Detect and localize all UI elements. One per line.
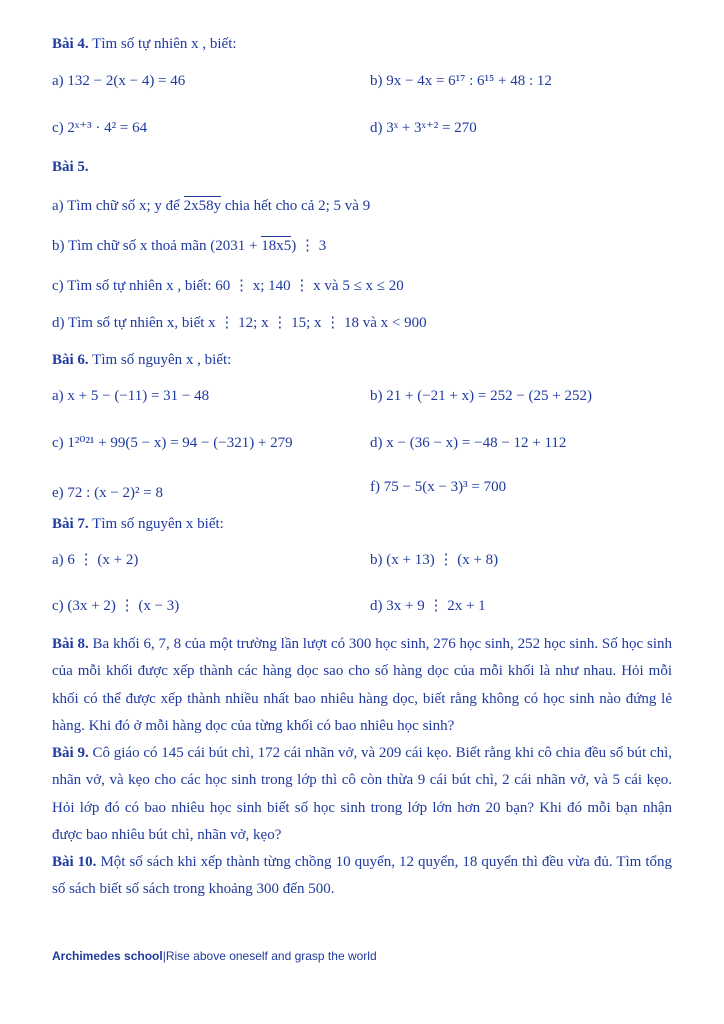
bai7-title: Bài 7. [52, 516, 89, 532]
bai4-b: b) 9x − 4x = 6¹⁷ : 6¹⁵ + 48 : 12 [370, 73, 552, 89]
bai4-intro: Tìm số tự nhiên x , biết: [88, 36, 237, 52]
bai4-a: a) 132 − 2(x − 4) = 46 [52, 73, 186, 89]
bai6-f: f) 75 − 5(x − 3)³ = 700 [370, 479, 507, 495]
page-footer [52, 949, 377, 963]
bai4-heading [52, 34, 237, 54]
bai7-c: c) (3x + 2) ⋮ (x − 3) [52, 598, 180, 614]
bai6-heading [52, 350, 231, 370]
bai7-intro: Tìm số nguyên x biết: [88, 516, 224, 532]
bai5-a: a) Tìm chữ số x; y để 2x58y chia hết cho cả 2; 5 và 9 [52, 198, 371, 214]
bai6-e: e) 72 : (x − 2)² = 8 [52, 485, 163, 501]
bai5-d: d) Tìm số tự nhiên x, biết x ⋮ 12; x ⋮ 15; x ⋮ 18 và x < 900 [52, 315, 427, 331]
bai5-title: Bài 5. [52, 159, 89, 175]
overline-number: 18x5 [261, 238, 292, 254]
bai10-title: Bài 10. [52, 854, 97, 870]
bai6-intro: Tìm số nguyên x , biết: [88, 352, 232, 368]
bai6-a: a) x + 5 − (−11) = 31 − 48 [52, 388, 210, 404]
bai7-b: b) (x + 13) ⋮ (x + 8) [370, 552, 499, 568]
bai10-text: Một số sách khi xếp thành từng chồng 10 quyển, 12 quyển, 18 quyển thì đều vừa đủ. Tìm tổng số sách biết số sách trong khoảng 300 đến 500. [52, 854, 672, 898]
bai4-title: Bài 4. [52, 36, 89, 52]
bai6-d: d) x − (36 − x) = −48 − 12 + 112 [370, 435, 567, 451]
bai8-text: Ba khối 6, 7, 8 của một trường lần lượt có 300 học sinh, 276 học sinh, 252 học sinh. Số học sinh của mỗi khối được xếp thành các hàng dọc sao cho số hàng dọc của mỗi khối là như nhau. Hỏi mỗi khối có thể được xếp thành nhiều nhất bao nhiêu hàng dọc, biết rằng không có học sinh nào đứng lẻ hàng. Khi đó ở mỗi hàng dọc của từng khối có bao nhiêu học sinh? [52, 636, 672, 734]
bai10-paragraph [52, 849, 672, 904]
bai5-c: c) Tìm số tự nhiên x , biết: 60 ⋮ x; 140 ⋮ x và 5 ≤ x ≤ 20 [52, 278, 404, 294]
footer-separator: | [162, 949, 166, 963]
bai6-b: b) 21 + (−21 + x) = 252 − (25 + 252) [370, 388, 592, 404]
bai7-a: a) 6 ⋮ (x + 2) [52, 552, 139, 568]
bai9-text: Cô giáo có 145 cái bút chì, 172 cái nhãn vở, và 209 cái kẹo. Biết rằng khi cô chia đều số bút chì, nhãn vở, và kẹo cho các học sinh trong lớp thì cô còn thừa 9 cái bút chì, 2 cái nhãn vở, và 5 cái kẹo. Hỏi lớp đó có bao nhiêu học sinh biết số học sinh trong lớp lớn hơn 20 bạn? Khi đó mỗi bạn nhận được bao nhiêu bút chì, nhãn vở, kẹo? [52, 745, 672, 843]
bai9-paragraph [52, 740, 672, 849]
bai7-d: d) 3x + 9 ⋮ 2x + 1 [370, 598, 486, 614]
bai4-d: d) 3ˣ + 3ˣ⁺² = 270 [370, 120, 477, 136]
bai8-paragraph [52, 631, 672, 740]
bai4-c: c) 2ˣ⁺³ · 4² = 64 [52, 120, 148, 136]
bai6-title: Bài 6. [52, 352, 89, 368]
bai5-b: b) Tìm chữ số x thoả mãn (2031 + 18x5) ⋮ 3 [52, 238, 327, 254]
footer-motto: Rise above oneself and grasp the world [165, 949, 377, 963]
bai8-title: Bài 8. [52, 636, 89, 652]
footer-school: Archimedes school [52, 949, 163, 963]
bai9-title: Bài 9. [52, 745, 89, 761]
bai7-heading [52, 514, 224, 534]
overline-number: 2x58y [183, 198, 222, 214]
bai6-c: c) 1²⁰²¹ + 99(5 − x) = 94 − (−321) + 279 [52, 435, 293, 451]
